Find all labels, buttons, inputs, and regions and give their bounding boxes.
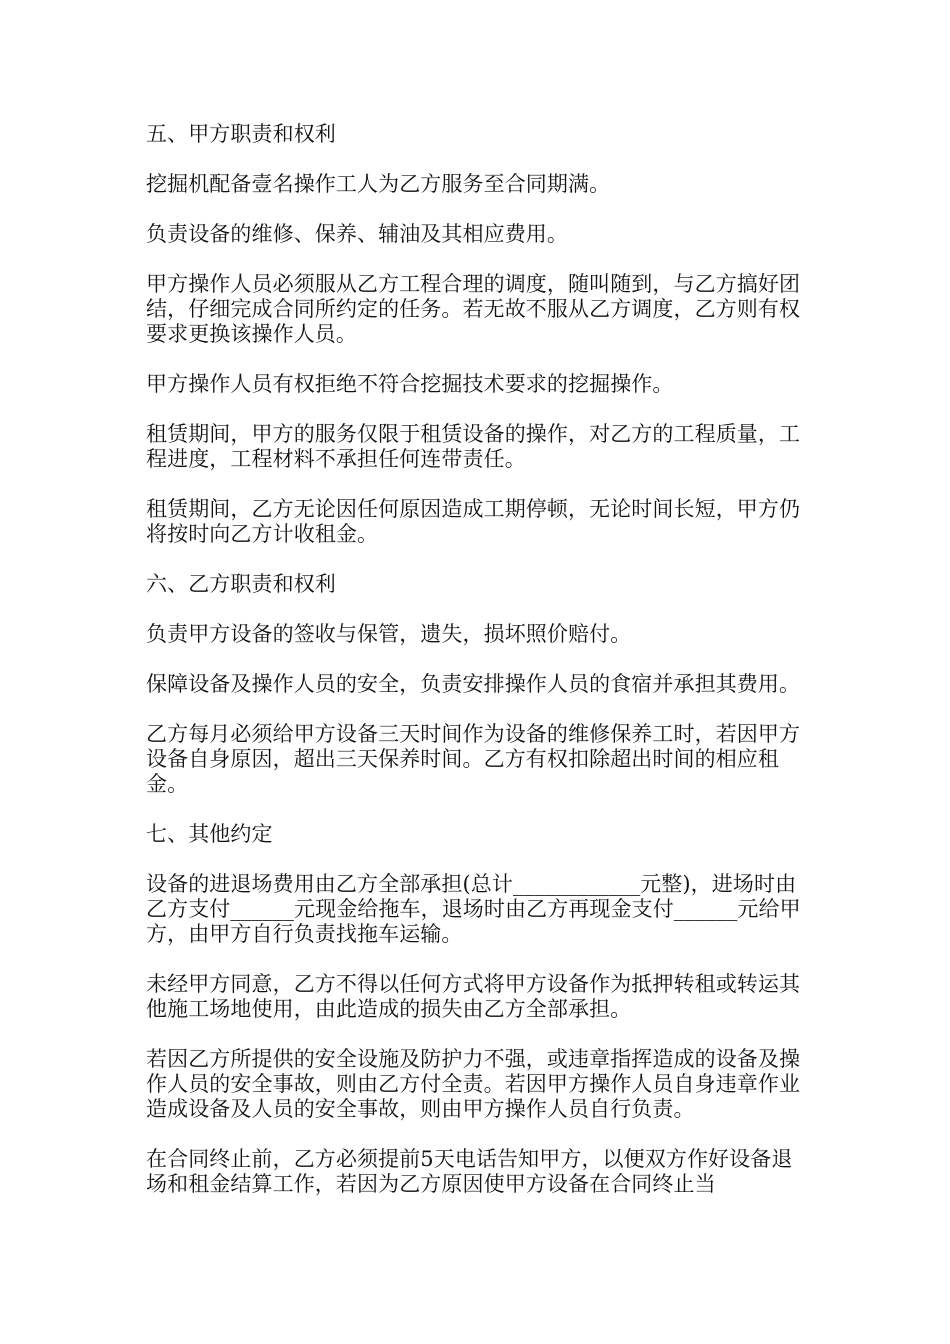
paragraph: 在合同终止前，乙方必须提前5天电话告知甲方，以便双方作好设备退场和租金结算工作，若因为乙方原因使甲方设备在合同终止当 [146,1147,793,1196]
paragraph: 若因乙方所提供的安全设施及防护力不强，或违章指挥造成的设备及操作人员的安全事故，则由乙方付全责。若因甲方操作人员自身违章作业造成设备及人员的安全事故，则由甲方操作人员自行负责。 [146,1047,801,1121]
paragraph: 租赁期间，甲方的服务仅限于租赁设备的操作，对乙方的工程质量，工程进度，工程材料不承担任何连带责任。 [146,422,801,471]
section-heading-7: 七、其他约定 [146,822,273,846]
section-heading-6: 六、乙方职责和权利 [146,572,336,596]
paragraph: 租赁期间，乙方无论因任何原因造成工期停顿，无论时间长短，甲方仍将按时向乙方计收租金。 [146,497,801,546]
paragraph: 负责设备的维修、保养、辅油及其相应费用。 [146,222,568,246]
paragraph: 未经甲方同意，乙方不得以任何方式将甲方设备作为抵押转租或转运其他施工场地使用，由此造成的损失由乙方全部承担。 [146,972,801,1021]
paragraph: 乙方每月必须给甲方设备三天时间作为设备的维修保养工时，若因甲方设备自身原因，超出三天保养时间。乙方有权扣除超出时间的相应租金。 [146,722,801,796]
paragraph: 挖掘机配备壹名操作工人为乙方服务至合同期满。 [146,172,611,196]
paragraph: 甲方操作人员有权拒绝不符合挖掘技术要求的挖掘操作。 [146,372,674,396]
section-heading-5: 五、甲方职责和权利 [146,122,336,146]
document-body [146,122,810,1222]
paragraph: 负责甲方设备的签收与保管，遗失，损坏照价赔付。 [146,622,632,646]
paragraph: 设备的进退场费用由乙方全部承担(总计____________元整)，进场时由乙方支付______元现金给拖车，退场时由乙方再现金支付______元给甲方，由甲方自行负责找拖车运输。 [146,872,801,946]
paragraph: 甲方操作人员必须服从乙方工程合理的调度，随叫随到，与乙方搞好团结，仔细完成合同所约定的任务。若无故不服从乙方调度，乙方则有权要求更换该操作人员。 [146,272,801,346]
paragraph: 保障设备及操作人员的安全，负责安排操作人员的食宿并承担其费用。 [146,672,801,696]
